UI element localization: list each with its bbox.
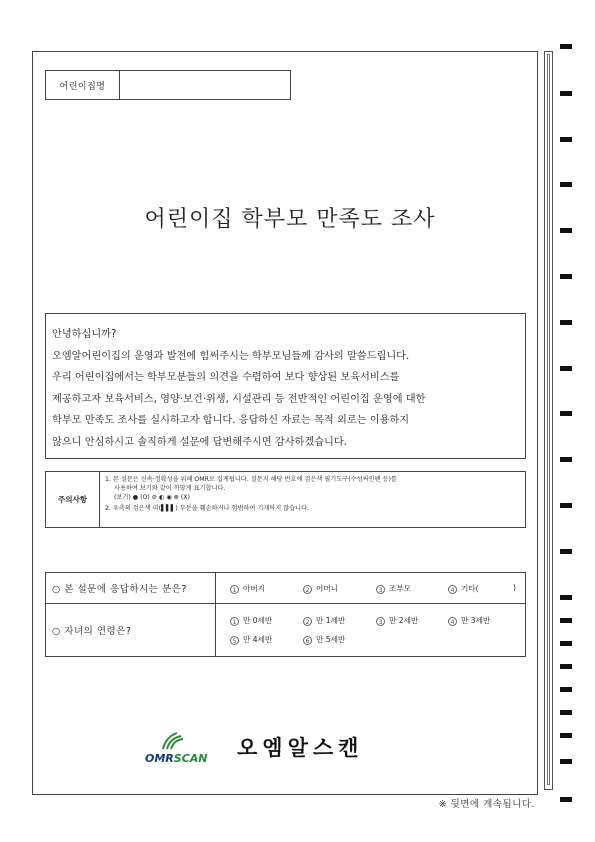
other-close-paren: ) — [513, 583, 516, 592]
timing-mark — [560, 274, 572, 279]
timing-mark — [560, 137, 572, 142]
notice-line: 사용하여 보기와 같이 까맣게 표기합니다. — [114, 485, 226, 492]
greeting-line: 제공하고자 보육서비스, 영양·보건·위생, 시설관리 등 전반적인 어린이집 운영에 대한 — [52, 393, 426, 405]
option-label: 만 0세반 — [243, 616, 273, 625]
option-other[interactable] — [448, 583, 479, 594]
option-number: 3 — [376, 585, 385, 594]
timing-mark — [560, 320, 572, 325]
options-respondent — [216, 573, 525, 603]
daycare-name-box — [45, 70, 291, 100]
question-child-age: ○ 자녀의 연령은? — [46, 603, 216, 656]
wheat-leaf-icon — [159, 731, 185, 751]
continued-note: ※ 뒷면에 계속됩니다. — [438, 799, 535, 810]
option-label: 만 1세반 — [316, 616, 346, 625]
question-row-respondent — [46, 573, 525, 604]
notice-line: 2. 우측의 검은색 띠(▌▌▌) 부분을 훼손하거나 험범하여 기재하지 않습니다. — [105, 505, 310, 512]
greeting-line: 안녕하십니까? — [52, 329, 117, 340]
option-number: 5 — [230, 636, 239, 645]
timing-mark — [560, 618, 572, 623]
logo-wordmark — [145, 752, 208, 765]
timing-mark — [560, 641, 572, 646]
greeting-line: 학부모 만족도 조사를 실시하고자 합니다. 응답하신 자료는 목적 외로는 이용하지 — [52, 415, 410, 426]
notice-example: (보기) ● (O) ⊘ ◐ ◉ ⊗ (X) — [114, 494, 190, 501]
company-name: 오엠알스캔 — [237, 736, 364, 760]
option-number: 2 — [303, 617, 312, 626]
logo-omr: OMR — [145, 752, 174, 765]
side-timing-strip — [544, 51, 553, 790]
timing-mark — [560, 182, 572, 187]
timing-mark — [560, 503, 572, 508]
question-row-child-age — [46, 603, 525, 656]
timing-mark — [560, 549, 572, 554]
timing-mark — [560, 411, 572, 416]
option-label: 만 4세반 — [243, 635, 273, 644]
timing-mark — [560, 595, 572, 600]
daycare-name-field[interactable] — [120, 71, 290, 99]
question-respondent: ○ 본 설문에 응답하시는 분은? — [46, 573, 216, 603]
option-number: 4 — [448, 585, 457, 594]
timing-mark — [560, 710, 572, 715]
option-label: 만 5세반 — [316, 635, 346, 644]
option-mother[interactable] — [303, 583, 338, 594]
option-age-1[interactable] — [303, 615, 345, 626]
options-child-age — [216, 603, 525, 656]
option-number: 4 — [448, 617, 457, 626]
timing-mark — [560, 44, 572, 49]
logo-mark — [145, 731, 227, 765]
timing-mark — [560, 797, 572, 802]
omrscan-logo — [145, 731, 363, 765]
option-label: 만 2세반 — [389, 616, 419, 625]
timing-mark — [560, 91, 572, 96]
option-number: 1 — [230, 585, 239, 594]
greeting-box — [45, 313, 526, 459]
option-age-3[interactable] — [448, 615, 490, 626]
timing-mark — [560, 687, 572, 692]
option-grandparent[interactable] — [376, 583, 411, 594]
greeting-line: 오엠알어린이집의 운영과 발전에 힘써주시는 학부모님들께 감사의 말씀드립니다. — [52, 350, 410, 362]
timing-mark — [560, 664, 572, 669]
greeting-line: 않으니 안심하시고 솔직하게 설문에 답변해주시면 감사하겠습니다. — [52, 436, 347, 448]
option-label: 기타( — [461, 584, 479, 593]
option-father[interactable] — [230, 583, 265, 594]
timing-mark — [560, 366, 572, 371]
option-number: 1 — [230, 617, 239, 626]
timing-mark — [560, 457, 572, 462]
option-label: 아버지 — [243, 584, 266, 593]
option-number: 2 — [303, 585, 312, 594]
timing-mark — [560, 733, 572, 738]
option-age-4[interactable] — [230, 634, 272, 645]
survey-title: 어린이집 학부모 만족도 조사 — [144, 207, 436, 232]
option-age-0[interactable] — [230, 615, 272, 626]
question-table — [45, 572, 526, 657]
daycare-name-label: 어린이집명 — [46, 71, 120, 99]
notice-label: 주의사항 — [46, 472, 100, 527]
option-number: 3 — [376, 617, 385, 626]
option-label: 만 3세반 — [461, 616, 491, 625]
logo-scan: SCAN — [173, 752, 208, 765]
notice-body — [100, 472, 525, 527]
option-label: 어머니 — [316, 584, 339, 593]
option-label: 조부모 — [389, 584, 412, 593]
option-age-5[interactable] — [303, 634, 345, 645]
option-age-2[interactable] — [376, 615, 418, 626]
notice-box — [45, 471, 526, 528]
greeting-line: 우리 어린이집에서는 학부모분들의 의견을 수렴하여 보다 향상된 보육서비스를 — [52, 372, 400, 383]
option-number: 6 — [303, 636, 312, 645]
notice-line: 1. 본 설문은 신속·정확성을 위해 OMR로 집계됩니다. 설문지 해당 번호에 검은색 필기도구(수성싸인펜 등)를 — [105, 476, 397, 483]
timing-mark — [560, 759, 572, 764]
